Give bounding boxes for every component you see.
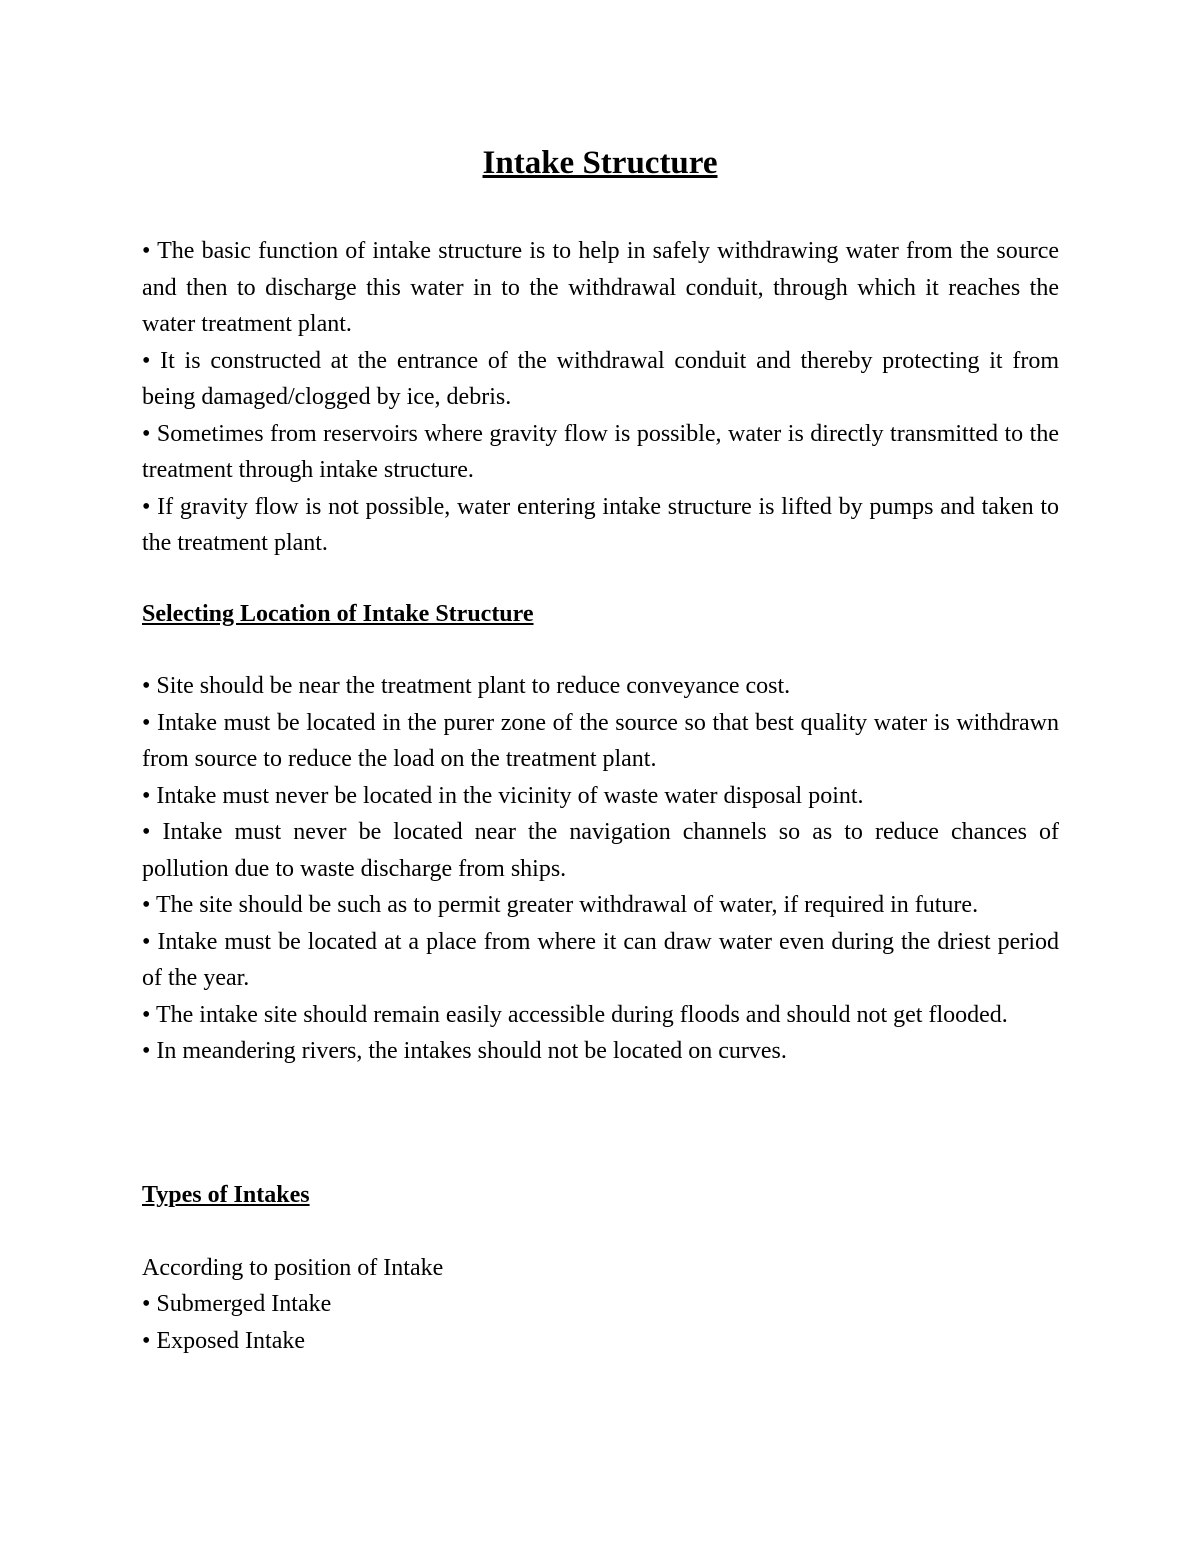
list-item: • Exposed Intake	[142, 1327, 306, 1354]
list-item: • If gravity flow is not possible, water entering intake structure is lifted by pumps and taken to the treatment plant.	[142, 493, 1059, 556]
section-heading-types: Types of Intakes	[142, 1182, 310, 1208]
list-item: • Sometimes from reservoirs where gravity flow is possible, water is directly transmitted to the treatment through intake structure.	[142, 420, 1059, 483]
list-item: • Submerged Intake	[142, 1291, 332, 1317]
list-item: • Site should be near the treatment plant to reduce conveyance cost.	[142, 673, 791, 699]
list-item: • It is constructed at the entrance of the withdrawal conduit and thereby protecting it from being damaged/clogged by ice, debris.	[142, 347, 1059, 410]
list-item: • The basic function of intake structure is to help in safely withdrawing water from the source and then to discharge this water in to the withdrawal conduit, through which it reaches the water treatment plant.	[142, 238, 1059, 337]
location-bullet-list	[142, 668, 1059, 1070]
types-subheading: According to position of Intake	[142, 1255, 444, 1281]
page-title: Intake Structure	[482, 145, 718, 181]
list-item: • Intake must never be located in the vicinity of waste water disposal point.	[142, 782, 864, 809]
list-item: • The site should be such as to permit greater withdrawal of water, if required in future.	[142, 892, 979, 918]
list-item: • Intake must be located in the purer zone of the source so that best quality water is withdrawn from source to reduce the load on the treatment plant.	[142, 709, 1059, 772]
list-item: • Intake must be located at a place from where it can draw water even during the driest period of the year.	[142, 928, 1059, 991]
list-item: • Intake must never be located near the navigation channels so as to reduce chances of pollution due to waste discharge from ships.	[142, 819, 1059, 882]
section-heading-location: Selecting Location of Intake Structure	[142, 601, 534, 627]
list-item: • The intake site should remain easily accessible during floods and should not get flooded.	[142, 1001, 1008, 1028]
intro-bullet-list	[142, 233, 1059, 562]
types-bullet-list	[142, 1286, 1059, 1359]
list-item: • In meandering rivers, the intakes should not be located on curves.	[142, 1038, 787, 1064]
